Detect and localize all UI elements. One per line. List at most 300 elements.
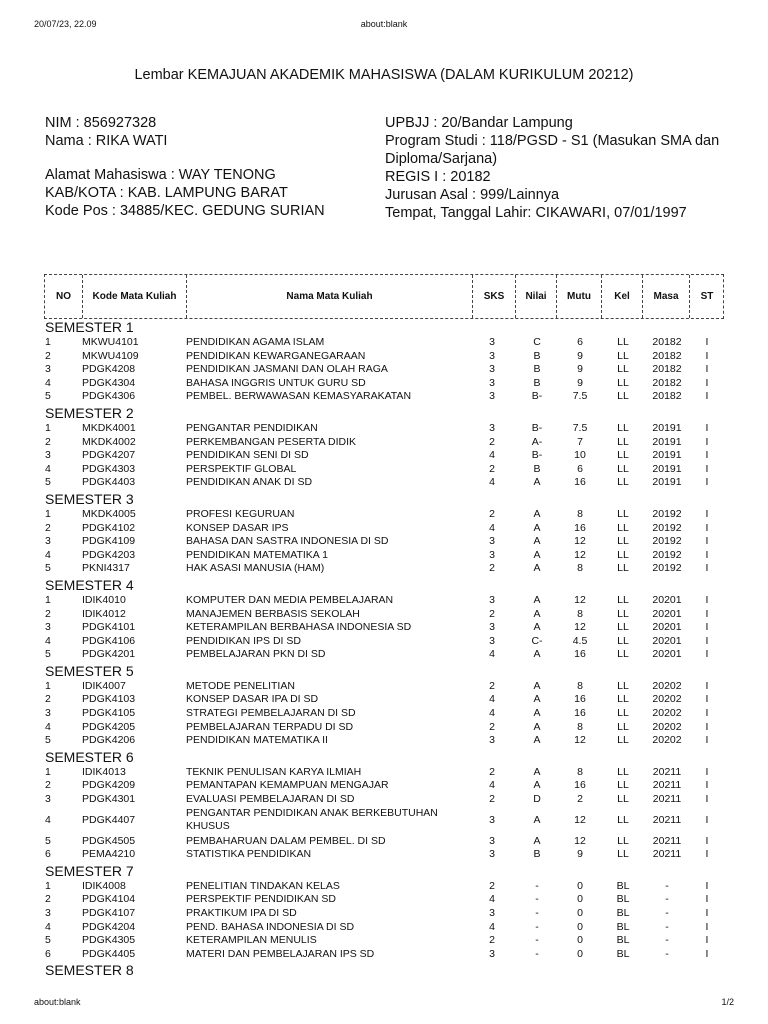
table-row [0, 921, 768, 935]
course-st: I [705, 793, 709, 806]
course-masa: 20211 [652, 848, 682, 861]
course-code: PDGK4204 [82, 920, 136, 933]
course-mutu: 0 [577, 934, 583, 947]
course-sks: 2 [489, 720, 495, 733]
course-kel: BL [616, 934, 630, 947]
course-masa: - [665, 879, 669, 892]
course-name: KETERAMPILAN MENULIS [186, 934, 317, 947]
course-grade: A [533, 813, 541, 826]
course-masa: 20202 [652, 720, 682, 733]
course-sks: 3 [489, 363, 495, 376]
course-no: 2 [45, 693, 51, 706]
course-masa: 20192 [652, 548, 682, 561]
course-code: PEMA4210 [82, 848, 136, 861]
course-no: 4 [45, 548, 51, 561]
course-st: I [705, 834, 709, 847]
course-sks: 3 [489, 848, 495, 861]
course-mutu: 0 [577, 907, 583, 919]
course-st: I [705, 349, 709, 362]
course-masa: 20191 [652, 476, 682, 489]
course-sks: 3 [489, 947, 495, 960]
table-row [0, 793, 768, 807]
course-kel: LL [617, 720, 629, 733]
course-masa: 20192 [652, 562, 682, 575]
course-mutu: 12 [574, 813, 586, 826]
course-grade: A [533, 834, 541, 847]
table-row [0, 608, 768, 622]
course-st: I [705, 779, 709, 792]
course-kel: LL [617, 834, 629, 847]
header-mutu: Mutu [556, 275, 601, 318]
course-name: PROFESI KEGURUAN [186, 507, 295, 520]
course-sks: 3 [489, 421, 495, 434]
course-grade: - [535, 907, 539, 919]
course-no: 2 [45, 435, 51, 448]
course-mutu: 16 [574, 693, 586, 706]
course-sks: 3 [489, 548, 495, 561]
course-no: 5 [45, 648, 51, 661]
course-sks: 4 [489, 707, 495, 720]
alamat: Alamat Mahasiswa : WAY TENONG [45, 167, 276, 183]
course-code: PDGK4405 [82, 947, 136, 960]
table-row [0, 680, 768, 694]
course-st: I [705, 507, 709, 520]
course-mutu: 8 [577, 607, 583, 620]
table-row [0, 377, 768, 391]
course-st: I [705, 462, 709, 475]
course-no: 6 [45, 848, 51, 861]
header-nilai: Nilai [515, 275, 556, 318]
course-grade: B- [531, 449, 543, 462]
course-sks: 2 [489, 562, 495, 575]
course-kel: LL [617, 693, 629, 706]
course-sks: 2 [489, 765, 495, 778]
course-name: HAK ASASI MANUSIA (HAM) [186, 562, 325, 575]
course-code: PDGK4306 [82, 390, 136, 403]
course-mutu: 16 [574, 521, 586, 534]
course-grade: A [533, 720, 541, 733]
course-mutu: 9 [577, 363, 583, 376]
course-kel: LL [617, 548, 629, 561]
course-sks: 2 [489, 934, 495, 947]
course-masa: 20211 [652, 813, 682, 826]
course-masa: 20182 [652, 349, 682, 362]
course-no: 5 [45, 834, 51, 847]
course-masa: 20201 [652, 648, 682, 661]
course-masa: 20182 [652, 336, 682, 348]
course-grade: C- [531, 634, 543, 647]
course-mutu: 6 [577, 336, 583, 348]
course-name: BAHASA DAN SASTRA INDONESIA DI SD [186, 535, 389, 548]
course-masa: 20202 [652, 679, 682, 692]
course-sks: 2 [489, 879, 495, 892]
course-grade: A [533, 765, 541, 778]
course-st: I [705, 548, 709, 561]
course-kel: LL [617, 734, 629, 747]
course-kel: LL [617, 476, 629, 489]
course-grade: A [533, 707, 541, 720]
course-masa: 20182 [652, 390, 682, 403]
course-grade: A [533, 734, 541, 747]
student-info-right [385, 114, 725, 222]
course-kel: LL [617, 648, 629, 661]
table-row [0, 893, 768, 907]
course-sks: 3 [489, 621, 495, 634]
course-name: KONSEP DASAR IPS [186, 521, 289, 534]
course-st: I [705, 535, 709, 548]
table-row [0, 621, 768, 635]
course-no: 4 [45, 634, 51, 647]
course-name: PENDIDIKAN MATEMATIKA II [186, 734, 328, 747]
course-kel: LL [617, 848, 629, 861]
course-no: 3 [45, 621, 51, 634]
jurusan-asal: Jurusan Asal : 999/Lainnya [385, 187, 560, 203]
course-sks: 3 [489, 907, 495, 919]
course-grade: A- [531, 435, 543, 448]
header-st: ST [689, 275, 724, 318]
table-row [0, 693, 768, 707]
course-kel: LL [617, 813, 629, 826]
course-st: I [705, 907, 709, 919]
course-mutu: 9 [577, 376, 583, 389]
course-mutu: 0 [577, 893, 583, 906]
course-code: PDGK4205 [82, 720, 136, 733]
course-grade: A [533, 593, 541, 606]
course-kel: LL [617, 336, 629, 348]
course-no: 5 [45, 562, 51, 575]
course-mutu: 0 [577, 879, 583, 892]
course-grade: A [533, 507, 541, 520]
course-no: 1 [45, 421, 51, 434]
course-sks: 2 [489, 793, 495, 806]
course-code: PDGK4203 [82, 548, 136, 561]
course-code: PDGK4209 [82, 779, 136, 792]
course-sks: 3 [489, 535, 495, 548]
course-name: TEKNIK PENULISAN KARYA ILMIAH [186, 765, 362, 778]
course-no: 4 [45, 720, 51, 733]
course-mutu: 9 [577, 349, 583, 362]
course-kel: BL [616, 947, 630, 960]
course-masa: 20191 [652, 421, 682, 434]
course-no: 2 [45, 349, 51, 362]
table-row [0, 848, 768, 862]
course-kel: LL [617, 462, 629, 475]
course-name: PENDIDIKAN JASMANI DAN OLAH RAGA [186, 363, 388, 376]
table-row [0, 476, 768, 490]
course-sks: 4 [489, 920, 495, 933]
course-grade: A [533, 562, 541, 575]
course-name: KOMPUTER DAN MEDIA PEMBELAJARAN [186, 593, 394, 606]
course-mutu: 0 [577, 947, 583, 960]
course-sks: 4 [489, 693, 495, 706]
semester-heading: SEMESTER 8 [45, 962, 134, 979]
course-grade: B- [531, 390, 543, 403]
header-nama: Nama Mata Kuliah [186, 275, 472, 318]
course-code: PDGK4206 [82, 734, 136, 747]
course-grade: A [533, 779, 541, 792]
course-grade: A [533, 548, 541, 561]
course-st: I [705, 920, 709, 933]
course-masa: 20202 [652, 707, 682, 720]
course-masa: - [665, 907, 669, 919]
header-sks: SKS [472, 275, 515, 318]
course-grade: - [535, 934, 539, 947]
course-kel: BL [616, 879, 630, 892]
course-name: STATISTIKA PENDIDIKAN [186, 848, 312, 861]
course-name: PENDIDIKAN IPS DI SD [186, 634, 301, 647]
course-code: PDGK4107 [82, 907, 136, 919]
nama: Nama : RIKA WATI [45, 133, 168, 149]
course-kel: LL [617, 521, 629, 534]
course-name: PENELITIAN TINDAKAN KELAS [186, 879, 340, 892]
course-st: I [705, 336, 709, 348]
kode-pos: Kode Pos : 34885/KEC. GEDUNG SURIAN [45, 203, 325, 219]
course-no: 4 [45, 376, 51, 389]
course-no: 4 [45, 813, 51, 826]
table-row [0, 779, 768, 793]
course-sks: 2 [489, 507, 495, 520]
course-code: PDGK4403 [82, 476, 136, 489]
course-kel: BL [616, 920, 630, 933]
table-row [0, 734, 768, 748]
course-kel: LL [617, 435, 629, 448]
course-no: 3 [45, 793, 51, 806]
course-code: PDGK4407 [82, 813, 136, 826]
course-mutu: 12 [574, 734, 586, 747]
course-st: I [705, 449, 709, 462]
course-code: PDGK4201 [82, 648, 136, 661]
course-masa: 20191 [652, 449, 682, 462]
course-masa: 20202 [652, 693, 682, 706]
table-row [0, 880, 768, 894]
course-sks: 4 [489, 449, 495, 462]
course-mutu: 12 [574, 621, 586, 634]
course-name: METODE PENELITIAN [186, 679, 295, 692]
tempat-tanggal-lahir: Tempat, Tanggal Lahir: CIKAWARI, 07/01/1997 [385, 205, 687, 221]
course-kel: LL [617, 593, 629, 606]
course-grade: B [533, 848, 541, 861]
table-row [0, 648, 768, 662]
course-st: I [705, 363, 709, 376]
course-mutu: 16 [574, 476, 586, 489]
course-kel: LL [617, 621, 629, 634]
course-kel: LL [617, 765, 629, 778]
course-masa: - [665, 920, 669, 933]
course-no: 6 [45, 947, 51, 960]
course-masa: 20211 [652, 779, 682, 792]
course-code: IDIK4012 [82, 607, 126, 620]
course-code: IDIK4010 [82, 593, 126, 606]
course-name: PENDIDIKAN SENI DI SD [186, 449, 309, 462]
course-masa: 20201 [652, 634, 682, 647]
course-st: I [705, 934, 709, 947]
course-mutu: 4.5 [572, 634, 588, 647]
semester-heading: SEMESTER 1 [45, 319, 134, 335]
course-code: PDGK4301 [82, 793, 136, 806]
nim: NIM : 856927328 [45, 115, 157, 131]
course-code: PDGK4103 [82, 693, 136, 706]
course-sks: 3 [489, 813, 495, 826]
course-st: I [705, 521, 709, 534]
course-code: PDGK4208 [82, 363, 136, 376]
course-st: I [705, 593, 709, 606]
course-st: I [705, 435, 709, 448]
semester-heading: SEMESTER 3 [45, 490, 134, 507]
course-mutu: 8 [577, 679, 583, 692]
table-row [0, 934, 768, 948]
course-code: PDGK4207 [82, 449, 136, 462]
course-name: KETERAMPILAN BERBAHASA INDONESIA SD [186, 621, 412, 634]
semester-heading: SEMESTER 4 [45, 576, 134, 593]
course-grade: A [533, 621, 541, 634]
course-sks: 4 [489, 779, 495, 792]
course-masa: 20201 [652, 593, 682, 606]
table-row [0, 707, 768, 721]
course-grade: B [533, 363, 541, 376]
course-kel: LL [617, 679, 629, 692]
course-masa: 20182 [652, 376, 682, 389]
course-masa: 20192 [652, 535, 682, 548]
semester-heading: SEMESTER 6 [45, 748, 134, 765]
course-mutu: 16 [574, 707, 586, 720]
course-masa: 20201 [652, 621, 682, 634]
course-no: 5 [45, 390, 51, 403]
course-name: BAHASA INGGRIS UNTUK GURU SD [186, 376, 366, 389]
table-row [0, 449, 768, 463]
table-row [0, 336, 768, 350]
course-code: PDGK4104 [82, 893, 136, 906]
course-masa: 20191 [652, 462, 682, 475]
course-kel: LL [617, 349, 629, 362]
course-kel: LL [617, 793, 629, 806]
course-mutu: 7 [577, 435, 583, 448]
course-st: I [705, 607, 709, 620]
table-row [0, 766, 768, 780]
course-mutu: 16 [574, 779, 586, 792]
course-no: 1 [45, 679, 51, 692]
course-kel: LL [617, 779, 629, 792]
header-masa: Masa [642, 275, 689, 318]
course-masa: 20192 [652, 507, 682, 520]
course-no: 1 [45, 765, 51, 778]
course-code: PDGK4303 [82, 462, 136, 475]
semester-heading: SEMESTER 2 [45, 404, 134, 421]
course-sks: 3 [489, 336, 495, 348]
course-code: MKDK4002 [82, 435, 136, 448]
course-code: PDGK4105 [82, 707, 136, 720]
course-st: I [705, 848, 709, 861]
course-no: 3 [45, 907, 51, 919]
course-no: 2 [45, 521, 51, 534]
course-mutu: 10 [574, 449, 586, 462]
table-row [0, 835, 768, 849]
course-name: STRATEGI PEMBELAJARAN DI SD [186, 707, 356, 720]
course-grade: - [535, 947, 539, 960]
course-kel: LL [617, 507, 629, 520]
table-row [0, 594, 768, 608]
course-grade: A [533, 476, 541, 489]
course-kel: LL [617, 535, 629, 548]
course-name: PENGANTAR PENDIDIKAN ANAK BERKEBUTUHAN KHUSUS [186, 806, 438, 833]
course-mutu: 12 [574, 593, 586, 606]
course-mutu: 7.5 [572, 390, 588, 403]
course-mutu: 0 [577, 920, 583, 933]
print-datetime: 20/07/23, 22.09 [34, 19, 97, 29]
header-kode: Kode Mata Kuliah [82, 275, 186, 318]
course-kel: BL [616, 907, 630, 919]
course-masa: 20201 [652, 607, 682, 620]
course-code: PDGK4304 [82, 376, 136, 389]
course-sks: 4 [489, 476, 495, 489]
course-mutu: 8 [577, 562, 583, 575]
course-mutu: 6 [577, 462, 583, 475]
course-no: 3 [45, 535, 51, 548]
course-code: PDGK4106 [82, 634, 136, 647]
course-sks: 3 [489, 349, 495, 362]
regis: REGIS I : 20182 [385, 169, 491, 185]
course-mutu: 8 [577, 720, 583, 733]
course-no: 5 [45, 476, 51, 489]
course-mutu: 12 [574, 834, 586, 847]
course-code: PDGK4109 [82, 535, 136, 548]
course-grade: C [533, 336, 541, 348]
course-no: 2 [45, 607, 51, 620]
table-row [0, 508, 768, 522]
course-name: PEMANTAPAN KEMAMPUAN MENGAJAR [186, 779, 389, 792]
course-sks: 3 [489, 734, 495, 747]
course-code: IDIK4007 [82, 679, 126, 692]
course-no: 1 [45, 507, 51, 520]
course-no: 4 [45, 920, 51, 933]
course-kel: LL [617, 449, 629, 462]
course-st: I [705, 765, 709, 778]
course-name: EVALUASI PEMBELAJARAN DI SD [186, 793, 355, 806]
course-code: PDGK4102 [82, 521, 136, 534]
course-no: 1 [45, 593, 51, 606]
course-name: KONSEP DASAR IPA DI SD [186, 693, 319, 706]
course-name: PENDIDIKAN AGAMA ISLAM [186, 336, 325, 348]
course-no: 3 [45, 449, 51, 462]
table-row [0, 948, 768, 962]
course-mutu: 9 [577, 848, 583, 861]
course-kel: LL [617, 634, 629, 647]
table-row [0, 907, 768, 921]
course-sks: 3 [489, 593, 495, 606]
header-kel: Kel [601, 275, 642, 318]
course-sks: 3 [489, 834, 495, 847]
course-mutu: 16 [574, 648, 586, 661]
course-name: PEMBELAJARAN PKN DI SD [186, 648, 326, 661]
print-url: about:blank [360, 19, 408, 29]
course-code: MKDK4001 [82, 421, 136, 434]
course-code: IDIK4013 [82, 765, 126, 778]
table-row [0, 562, 768, 576]
course-st: I [705, 707, 709, 720]
course-kel: LL [617, 421, 629, 434]
course-grade: - [535, 920, 539, 933]
kab-kota: KAB/KOTA : KAB. LAMPUNG BARAT [45, 185, 288, 201]
course-code: MKWU4101 [82, 336, 139, 348]
course-mutu: 7.5 [572, 421, 588, 434]
table-row [0, 363, 768, 377]
course-st: I [705, 720, 709, 733]
course-no: 4 [45, 462, 51, 475]
course-masa: 20202 [652, 734, 682, 747]
table-row [0, 422, 768, 436]
course-name: PEMBELAJARAN TERPADU DI SD [186, 720, 354, 733]
course-grade: A [533, 679, 541, 692]
course-name: PEND. BAHASA INDONESIA DI SD [186, 920, 355, 933]
